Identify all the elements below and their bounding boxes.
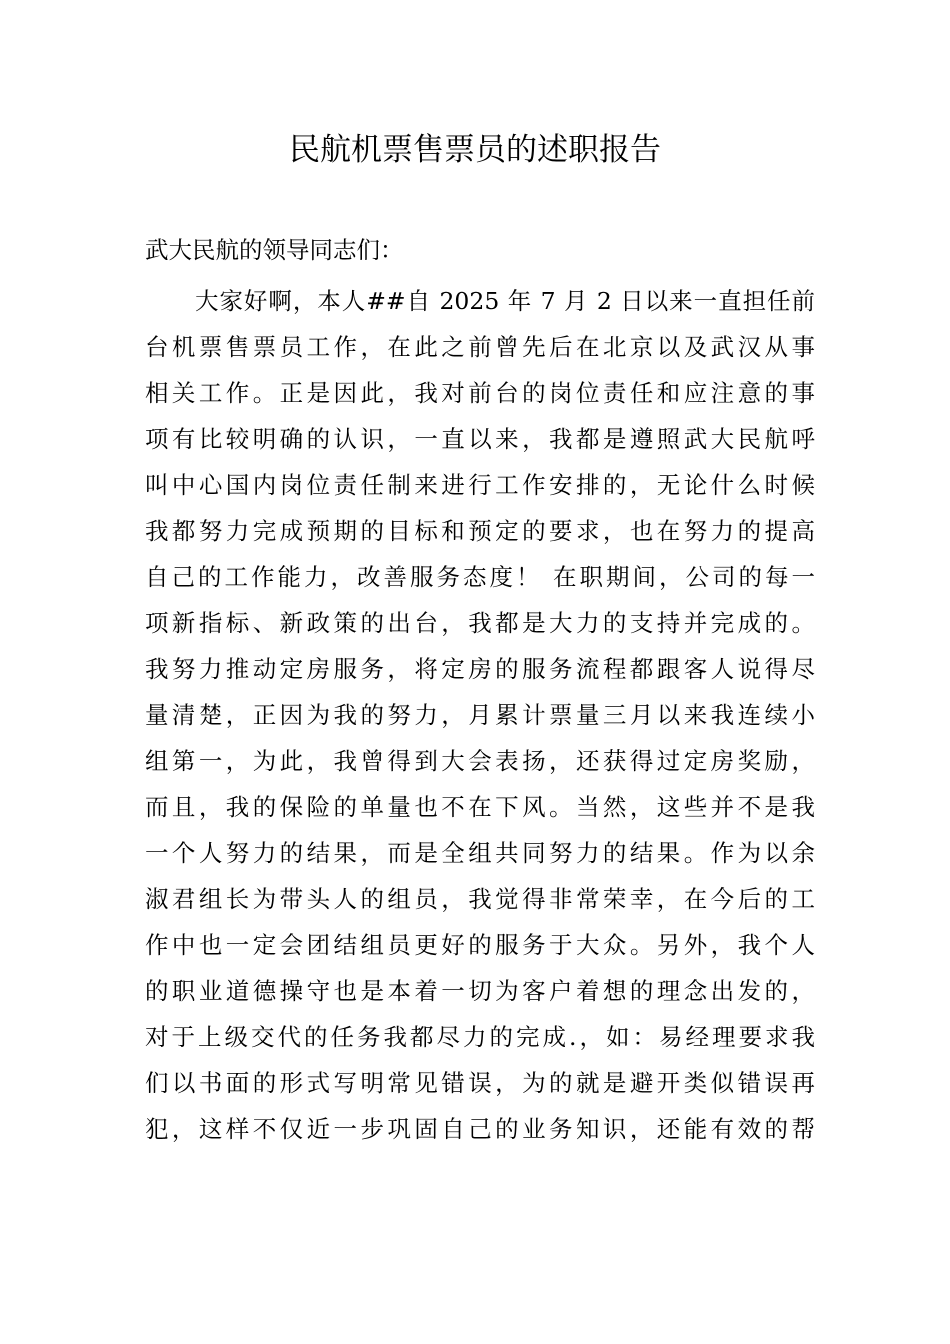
paragraph-line: 们以书面的形式写明常见错误，为的就是避开类似错误再 [145, 1069, 815, 1097]
paragraph-line: 的职业道德操守也是本着一切为客户着想的理念出发的， [145, 977, 815, 1005]
paragraph-line: 自己的工作能力，改善服务态度！ 在职期间，公司的每一 [145, 563, 815, 591]
paragraph-line: 叫中心国内岗位责任制来进行工作安排的，无论什么时候 [145, 471, 815, 499]
paragraph-line: 量清楚，正因为我的努力，月累计票量三月以来我连续小 [145, 701, 815, 729]
paragraph-line: 一个人努力的结果，而是全组共同努力的结果。作为以余 [145, 839, 815, 867]
paragraph-line: 而且，我的保险的单量也不在下风。当然，这些并不是我 [145, 793, 815, 821]
paragraph-line: 大家好啊，本人##自 2025 年 7 月 2 日以来一直担任前 [195, 287, 815, 315]
paragraph-line: 我都努力完成预期的目标和预定的要求，也在努力的提高 [145, 517, 815, 545]
paragraph-line: 犯，这样不仅近一步巩固自己的业务知识，还能有效的帮 [145, 1115, 815, 1143]
paragraph-line: 项新指标、新政策的出台，我都是大力的支持并完成的。 [145, 609, 815, 637]
paragraph-line: 对于上级交代的任务我都尽力的完成.，如：易经理要求我 [145, 1023, 815, 1051]
paragraph-line: 相关工作。正是因此，我对前台的岗位责任和应注意的事 [145, 379, 815, 407]
paragraph-line: 台机票售票员工作，在此之前曾先后在北京以及武汉从事 [145, 333, 815, 361]
paragraph-line: 作中也一定会团结组员更好的服务于大众。另外，我个人 [145, 931, 815, 959]
salutation: 武大民航的领导同志们： [145, 236, 404, 264]
paragraph-line: 项有比较明确的认识，一直以来，我都是遵照武大民航呼 [145, 425, 815, 453]
paragraph-line: 淑君组长为带头人的组员，我觉得非常荣幸，在今后的工 [145, 885, 815, 913]
body-paragraph [145, 278, 815, 1152]
paragraph-line: 组第一，为此，我曾得到大会表扬，还获得过定房奖励， [145, 747, 815, 775]
document-title: 民航机票售票员的述职报告 [289, 132, 661, 168]
paragraph-line: 我努力推动定房服务，将定房的服务流程都跟客人说得尽 [145, 655, 815, 683]
